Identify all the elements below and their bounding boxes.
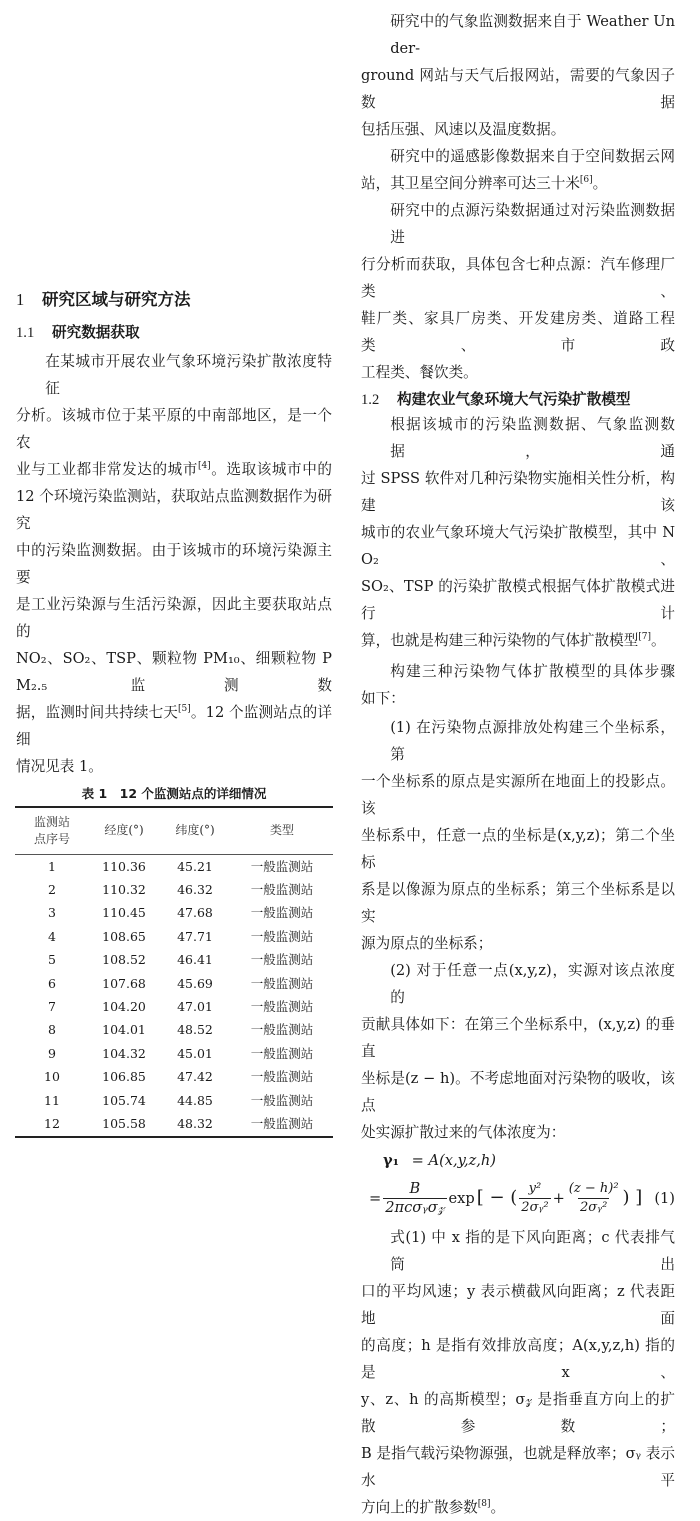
table-header-row xyxy=(15,808,333,854)
table-cell: 105.58 xyxy=(102,1115,146,1131)
table-row xyxy=(15,1018,333,1041)
table-cell: 6 xyxy=(48,975,56,991)
section-title: 研究区域与研究方法 xyxy=(42,290,191,309)
table-bottom-rule xyxy=(15,1136,333,1138)
paragraph-step-2 xyxy=(361,957,675,1146)
table-cell: 一般监测站 xyxy=(250,1045,314,1061)
numerator-z: (z − h)² xyxy=(568,1180,619,1196)
subsection-heading-1-1 xyxy=(16,322,332,344)
table-cell: 105.74 xyxy=(102,1092,146,1108)
table-cell: 110.36 xyxy=(102,858,146,874)
table-cell: 104.01 xyxy=(102,1022,146,1038)
table-body xyxy=(15,855,333,1136)
open-brackets: [ − ( xyxy=(476,1187,518,1208)
text-line: 12 个环境污染监测站，获取站点监测数据作为研究 xyxy=(16,488,332,532)
table-cell: 108.52 xyxy=(102,952,146,968)
table-header-cell: 类型 xyxy=(269,823,294,837)
text-line: 是工业污染源与生活污染源，因此主要获取站点的 xyxy=(16,596,332,640)
table-cell: 10 xyxy=(44,1069,60,1085)
text-line: y、z、h 的高斯模型；σ𝓏 是指垂直方向上的扩散参数； xyxy=(361,1391,675,1435)
table-cell: 45.01 xyxy=(177,1045,213,1061)
table-header-cell: 经度(°) xyxy=(104,823,144,837)
text-line: 站，其卫星空间分辨率可达三十米[6]。 xyxy=(361,175,608,192)
table-caption: 表 1 12 个监测站点的详细情况 xyxy=(81,786,267,801)
denominator-z: 2σᵧ² xyxy=(580,1199,608,1215)
table-cell: 一般监测站 xyxy=(250,999,314,1015)
table-cell: 一般监测站 xyxy=(250,905,314,921)
table-cell: 110.32 xyxy=(102,882,146,898)
equation-rhs-1: = A(x,y,z,h) xyxy=(411,1152,497,1169)
text-line: 坐标是(z − h)。不考虑地面对污染物的吸收，该点 xyxy=(361,1070,675,1114)
text-line: 的高度；h 是指有效排放高度；A(x,y,z,h) 指的是 x、 xyxy=(361,1337,675,1381)
table-cell: 9 xyxy=(48,1045,56,1061)
numerator-b: B xyxy=(409,1179,421,1197)
right-column xyxy=(361,0,675,1521)
text-line: 根据该城市的污染监测数据、气象监测数据，通 xyxy=(390,416,675,460)
table-row xyxy=(15,1112,333,1135)
equation-1 xyxy=(361,1148,675,1222)
table-cell: 5 xyxy=(48,952,56,968)
equation-line-2 xyxy=(361,1174,675,1222)
paragraph-model xyxy=(361,411,675,654)
text-line: 业与工业都非常发达的城市[4]。选取该城市中的 xyxy=(16,461,332,478)
text-line: 如下： xyxy=(361,690,405,707)
subsection-number: 1.1 xyxy=(16,325,35,341)
table-cell: 48.32 xyxy=(177,1115,213,1131)
table-cell: 45.69 xyxy=(177,975,213,991)
table-cell: 44.85 xyxy=(177,1092,213,1108)
plus-sign: + xyxy=(552,1189,565,1207)
paragraph-steps-intro xyxy=(361,658,675,712)
table-row xyxy=(15,1088,333,1111)
table-cell: 2 xyxy=(48,882,56,898)
table-cell: 一般监测站 xyxy=(250,1115,314,1131)
paragraph-weather-data xyxy=(361,8,675,143)
table-cell: 4 xyxy=(48,928,56,944)
stations-table xyxy=(15,806,333,1138)
table-cell: 47.71 xyxy=(177,928,213,944)
table-cell: 110.45 xyxy=(102,905,146,921)
table-cell: 一般监测站 xyxy=(250,952,314,968)
table-cell: 107.68 xyxy=(102,975,146,991)
text-line: (2) 对于任意一点(x,y,z)，实源对该点浓度的 xyxy=(390,962,675,1006)
denominator-y: 2σᵧ² xyxy=(521,1199,549,1215)
table-row xyxy=(15,901,333,924)
fraction-z xyxy=(567,1180,621,1217)
text-line: 式(1) 中 x 指的是下风向距离；c 代表排气筒出 xyxy=(390,1229,675,1273)
table-header-cell: 监测站 点序号 xyxy=(33,814,70,846)
paragraph-point-source xyxy=(361,197,675,386)
table-cell: 47.01 xyxy=(177,999,213,1015)
text-line: 研究中的遥感影像数据来自于空间数据云网 xyxy=(390,148,675,165)
table-row xyxy=(15,925,333,948)
section-heading xyxy=(16,288,332,312)
citation: [7] xyxy=(638,632,652,642)
table-cell: 一般监测站 xyxy=(250,858,314,874)
text-line: 一个坐标系的原点是实源所在地面上的投影点。该 xyxy=(361,773,675,817)
equation-lhs: γ₁ xyxy=(383,1152,400,1169)
table-cell: 12 xyxy=(44,1115,60,1131)
table-cell: 7 xyxy=(48,999,56,1015)
text-line: 系是以像源为原点的坐标系；第三个坐标系是以实 xyxy=(361,881,675,925)
table-cell: 8 xyxy=(48,1022,56,1038)
text-line: (1) 在污染物点源排放处构建三个坐标系，第 xyxy=(390,719,675,763)
exp-label: exp xyxy=(448,1189,475,1207)
paragraph-explanation xyxy=(361,1224,675,1521)
table-cell: 48.52 xyxy=(177,1022,213,1038)
text-line: 据，监测时间共持续七天[5]。12 个监测站点的详细 xyxy=(16,704,332,748)
table-row xyxy=(15,1065,333,1088)
text-line: 工程类、餐饮类。 xyxy=(361,364,478,381)
subsection-heading-1-2 xyxy=(361,389,675,411)
table-cell: 47.68 xyxy=(177,905,213,921)
section-number: 1 xyxy=(16,290,25,309)
denominator-b: 2πcσᵧσ𝓏 xyxy=(385,1198,445,1216)
table-row xyxy=(15,855,333,878)
citation: [6] xyxy=(579,175,593,185)
text-line: 坐标系中，任意一点的坐标是(x,y,z)；第二个坐标 xyxy=(361,827,675,871)
text-line: 贡献具体如下：在第三个坐标系中，(x,y,z) 的垂直 xyxy=(361,1016,675,1060)
numerator-y: y² xyxy=(528,1180,542,1196)
paragraph-remote-sensing xyxy=(361,143,675,197)
paragraph-data-acquisition xyxy=(16,348,332,780)
text-line: 源为原点的坐标系； xyxy=(361,935,493,952)
fraction-source xyxy=(383,1180,446,1217)
table-row xyxy=(15,995,333,1018)
text-line: 口的平均风速；y 表示横截风向距离；z 代表距地面 xyxy=(361,1283,675,1327)
text-line: 构建三种污染物气体扩散模型的具体步骤 xyxy=(390,663,675,680)
text-line: B 是指气载污染物源强，也就是释放率；σᵧ 表示水平 xyxy=(361,1445,675,1489)
table-row xyxy=(15,1042,333,1065)
table-cell: 106.85 xyxy=(102,1069,146,1085)
left-column xyxy=(16,0,332,1138)
table-cell: 1 xyxy=(48,858,56,874)
table-cell: 46.41 xyxy=(177,952,213,968)
fraction-y xyxy=(519,1180,550,1217)
citation: [8] xyxy=(477,1499,491,1509)
table-cell: 一般监测站 xyxy=(250,1069,314,1085)
table-header-cell: 纬度(°) xyxy=(175,823,215,837)
text-line: 行分析而获取，具体包含七种点源：汽车修理厂类、 xyxy=(361,256,675,300)
text-line: 研究中的点源污染数据通过对污染监测数据进 xyxy=(390,202,675,246)
text-line: 过 SPSS 软件对几种污染物实施相关性分析，构建该 xyxy=(361,470,675,514)
table-cell: 一般监测站 xyxy=(250,882,314,898)
table-cell: 11 xyxy=(44,1092,60,1108)
text-line: 算，也就是构建三种污染物的气体扩散模型[7]。 xyxy=(361,632,666,649)
table-cell: 104.20 xyxy=(102,999,146,1015)
text-line: 城市的农业气象环境大气污染扩散模型，其中 NO₂、 xyxy=(361,524,675,568)
table-cell: 104.32 xyxy=(102,1045,146,1061)
table-cell: 47.42 xyxy=(177,1069,213,1085)
table-cell: 45.21 xyxy=(177,858,213,874)
table-cell: 46.32 xyxy=(177,882,213,898)
citation: [4] xyxy=(197,461,211,471)
citation: [5] xyxy=(178,704,191,714)
table-row xyxy=(15,971,333,994)
equation-number: (1) xyxy=(654,1189,675,1207)
close-brackets: ) ] xyxy=(622,1187,643,1208)
text-line: 包括压强、风速以及温度数据。 xyxy=(361,121,566,138)
text-line: NO₂、SO₂、TSP、颗粒物 PM₁₀、细颗粒物 PM₂.₅ 监测数 xyxy=(16,650,332,694)
subsection-title: 构建农业气象环境大气污染扩散模型 xyxy=(397,391,631,408)
table-cell: 3 xyxy=(48,905,56,921)
text-line: ground 网站与天气后报网站，需要的气象因子数据 xyxy=(361,67,675,111)
text-line: SO₂、TSP 的污染扩散模式根据气体扩散模式进行计 xyxy=(361,578,675,622)
table-row xyxy=(15,878,333,901)
table-cell: 一般监测站 xyxy=(250,1022,314,1038)
table-cell: 一般监测站 xyxy=(250,1092,314,1108)
equation-line-1 xyxy=(361,1148,675,1174)
text-line: 鞋厂类、家具厂房类、开发建房类、道路工程类、市政 xyxy=(361,310,675,354)
text-line: 在某城市开展农业气象环境污染扩散浓度特征 xyxy=(45,353,332,397)
table-cell: 一般监测站 xyxy=(250,975,314,991)
paragraph-step-1 xyxy=(361,714,675,957)
table-cell: 一般监测站 xyxy=(250,928,314,944)
text-line: 分析。该城市位于某平原的中南部地区，是一个农 xyxy=(16,407,332,451)
equals-sign: = xyxy=(369,1189,382,1207)
table-row xyxy=(15,948,333,971)
text-line: 中的污染监测数据。由于该城市的环境污染源主要 xyxy=(16,542,332,586)
text-line: 处实源扩散过来的气体浓度为： xyxy=(361,1124,566,1141)
text-line: 情况见表 1。 xyxy=(16,758,103,775)
subsection-number: 1.2 xyxy=(361,392,380,408)
subsection-title: 研究数据获取 xyxy=(52,324,140,341)
table-cell: 108.65 xyxy=(102,928,146,944)
text-line: 研究中的气象监测数据来自于 Weather Under- xyxy=(390,13,675,57)
text-line: 方向上的扩散参数[8]。 xyxy=(361,1499,506,1516)
